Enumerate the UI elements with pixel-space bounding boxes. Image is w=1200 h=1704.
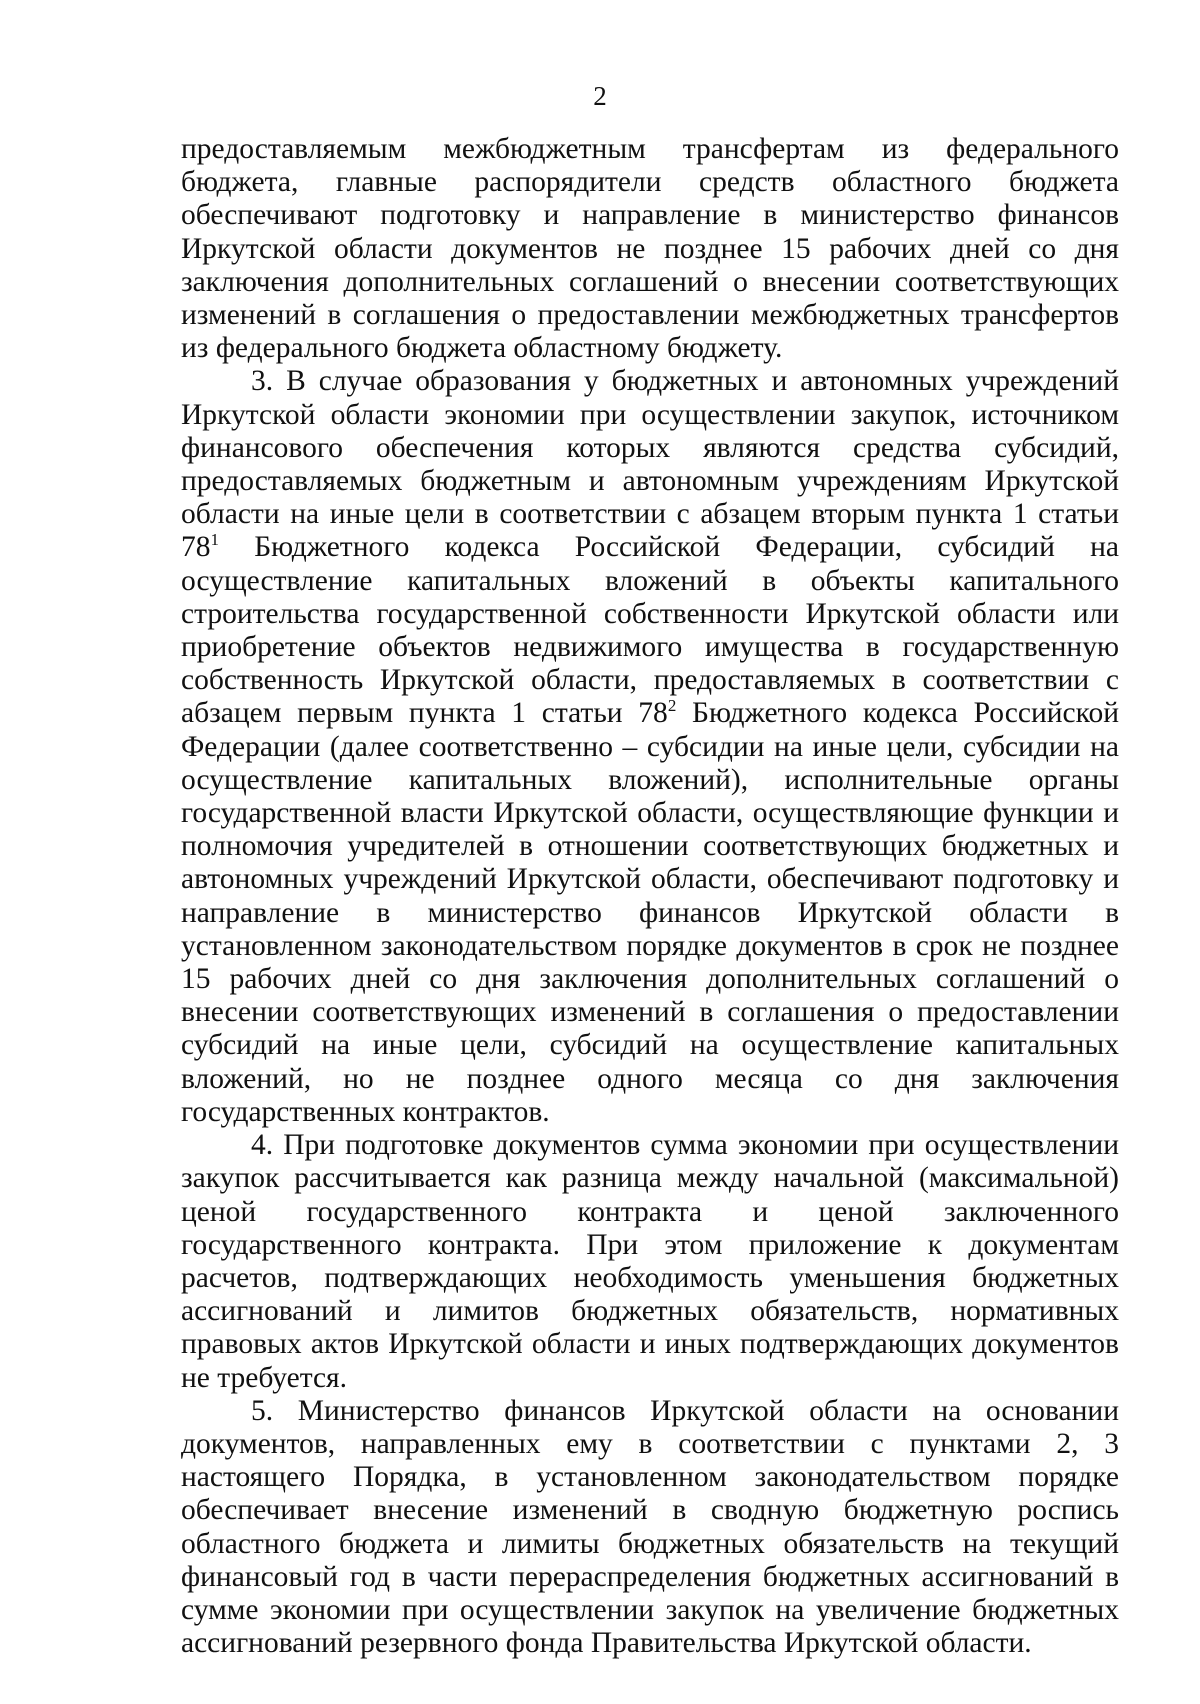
paragraph-text: Бюджетного кодекса Российской Федерации, субсидий на осуществление капитальных вложений в объекты капитального строительства государственной собственности Иркутской области или приобретение объектов недвижимого имущества в государственную собственность Иркутской области, предоставляемых в соответствии с абзацем первым пункта 1 статьи 78 [181,531,1119,730]
paragraph-item-4 [181,1129,1119,1395]
paragraph-text: Бюджетного кодекса Российской Федерации (далее соответственно – субсидии на иные цели, субсидии на осуществление капитальных вложений), исполнительные органы государственной власти Иркутской области, осуществляющие функции и полномочия учредителей в отношении соответствующих бюджетных и автономных учреждений Иркутской области, обеспечивают подготовку и направление в министерство финансов Иркутской области в установленном законодательством порядке документов в срок не позднее 15 рабочих дней со дня заключения дополнительных соглашений о внесении соответствующих изменений в соглашения о предоставлении субсидий на иные цели, субсидий на осуществление капитальных вложений, но не позднее одного месяца со дня заключения государственных контрактов. [181,697,1120,1128]
superscript: 1 [210,530,219,550]
document-body [181,133,1119,1660]
paragraph-text: предоставляемым межбюджетным трансфертам из федерального бюджета, главные распорядители средств областного бюджета обеспечивают подготовку и направление в министерство финансов Иркутской области документов не позднее 15 рабочих дней со дня заключения дополнительных соглашений о внесении соответствующих изменений в соглашения о предоставлении межбюджетных трансфертов из федерального бюджета областному бюджету. [181,133,1119,365]
superscript: 2 [667,696,677,716]
paragraph-text: 3. В случае образования у бюджетных и автономных учреждений Иркутской области экономии при осуществлении закупок, источником финансового обеспечения которых являются средства субсидий, предоставляемых бюджетным и автономным учреждениям Иркутской области на иные цели в соответствии с абзацем вторым пункта 1 статьи 78 [181,365,1119,564]
page-number: 2 [593,81,607,111]
paragraph-continuation [181,133,1119,365]
paragraph-text: 4. При подготовке документов сумма экономии при осуществлении закупок рассчитывается как разница между начальной (максимальной) ценой государственного контракта и ценой заключенного государственного контракта. При этом приложение к документам расчетов, подтверждающих необходимость уменьшения бюджетных ассигнований и лимитов бюджетных обязательств, нормативных правовых актов Иркутской области и иных подтверждающих документов не требуется. [181,1129,1119,1394]
paragraph-item-5 [181,1395,1119,1661]
paragraph-item-3 [181,365,1119,1129]
paragraph-text: 5. Министерство финансов Иркутской области на основании документов, направленных ему в соответствии с пунктами 2, 3 настоящего Порядка, в установленном законодательством порядке обеспечивает внесение изменений в сводную бюджетную роспись областного бюджета и лимиты бюджетных обязательств на текущий финансовый год в части перераспределения бюджетных ассигнований в сумме экономии при осуществлении закупок на увеличение бюджетных ассигнований резервного фонда Правительства Иркутской области. [181,1394,1119,1660]
